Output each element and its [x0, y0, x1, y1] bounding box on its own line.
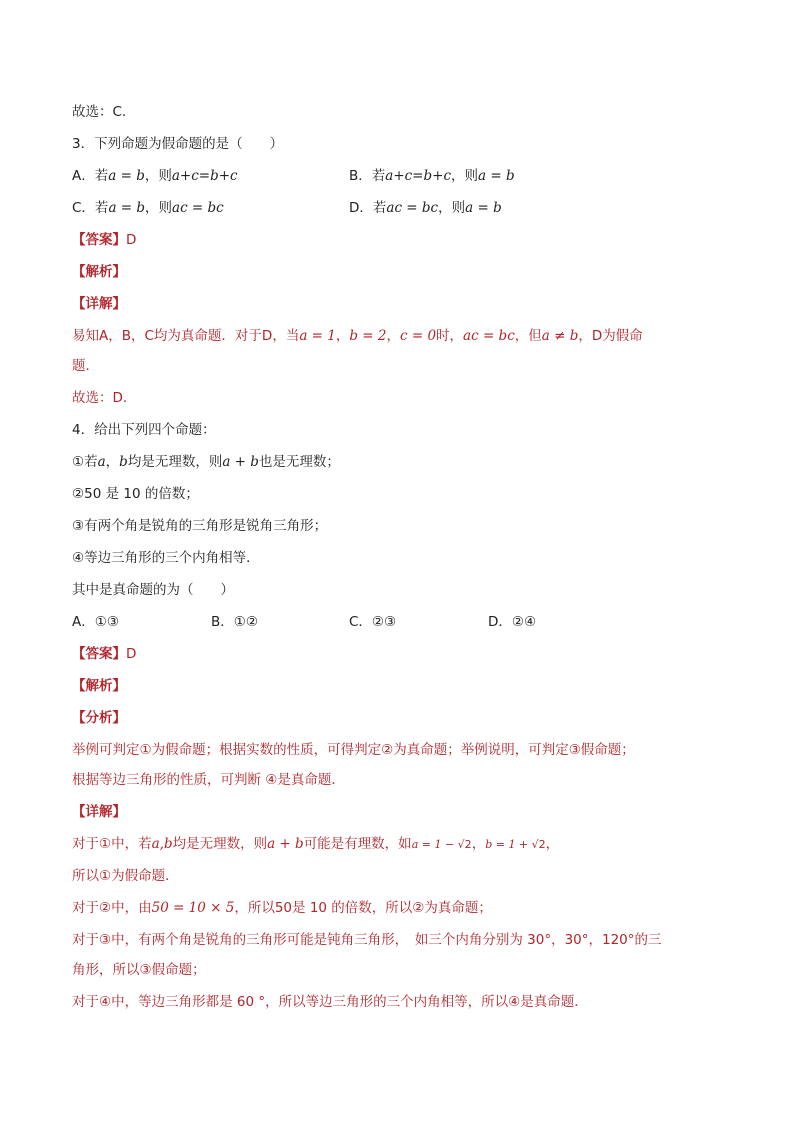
- q4-option-d: D．②④: [488, 614, 537, 630]
- q3-analysis-heading: 【解析】: [72, 264, 126, 280]
- q4-detail-line-2: 所以①为假命题．: [72, 868, 179, 884]
- q4-detail-line-4: 对于③中，有两个角是锐角的三角形可能是钝角三角形， 如三个内角分别为 30°，30°，120°的三: [72, 932, 662, 948]
- q4-detail-heading: 【详解】: [72, 804, 126, 820]
- q4-detail-line-5: 角形，所以③假命题；: [72, 962, 206, 978]
- q3-detail-line-2: 题．: [72, 358, 99, 374]
- q4-proposition-4: ④等边三角形的三个内角相等．: [72, 550, 260, 566]
- q4-analysis-line-1: 举例可判定①为假命题；根据实数的性质，可得判定②为真命题；举例说明，可判定③假命题；: [72, 742, 635, 758]
- q4-option-a: A．①③: [72, 614, 119, 630]
- q2-conclusion: 故选：C.: [72, 104, 127, 120]
- q4-analysis-line-2: 根据等边三角形的性质，可判断 ④是真命题．: [72, 772, 345, 788]
- q4-answer: 【答案】D: [72, 646, 137, 662]
- q4-detail-line-3: 对于②中，由50 = 10 × 5，所以50是 10 的倍数，所以②为真命题；: [72, 900, 492, 916]
- q4-analyze-heading: 【分析】: [72, 710, 126, 726]
- q4-proposition-3: ③有两个角是锐角的三角形是锐角三角形；: [72, 518, 328, 534]
- q4-option-c: C．②③: [349, 614, 397, 630]
- q3-detail-line-1: 易知A，B，C均为真命题．对于D，当a = 1，b = 2，c = 0时，ac = bc，但a ≠ b，D为假命: [72, 328, 643, 344]
- q3-option-b: B．若a+c=b+c，则a = b: [349, 168, 515, 184]
- q4-stem: 4．给出下列四个命题：: [72, 422, 216, 438]
- q4-detail-line-6: 对于④中，等边三角形都是 60 °，所以等边三角形的三个内角相等，所以④是真命题．: [72, 994, 588, 1010]
- q4-option-b: B．①②: [211, 614, 258, 630]
- q3-option-d: D．若ac = bc，则a = b: [349, 200, 502, 216]
- q4-question: 其中是真命题的为（ ）: [72, 582, 234, 598]
- q3-conclusion: 故选：D．: [72, 390, 137, 406]
- q3-stem: 3．下列命题为假命题的是（ ）: [72, 136, 284, 152]
- q3-option-c: C．若a = b，则ac = bc: [72, 200, 224, 216]
- q4-proposition-2: ②50 是 10 的倍数；: [72, 486, 199, 502]
- q3-option-a: A．若a = b，则a+c=b+c: [72, 168, 238, 184]
- q4-proposition-1: ①若a，b均是无理数，则a + b也是无理数；: [72, 454, 340, 470]
- q4-detail-line-1: 对于①中，若a,b均是无理数，则a + b可能是有理数，如a = 1 − √2，b = 1 + √2，: [72, 836, 560, 852]
- q3-detail-heading: 【详解】: [72, 296, 126, 312]
- q4-analysis-heading: 【解析】: [72, 678, 126, 694]
- q3-answer: 【答案】D: [72, 232, 137, 248]
